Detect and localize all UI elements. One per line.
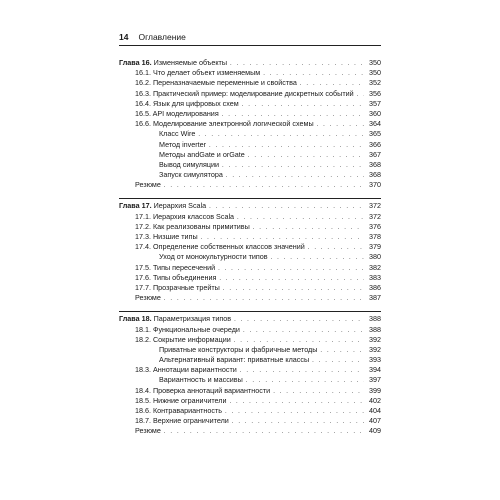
toc-entry[interactable] xyxy=(119,325,381,335)
toc-entry[interactable] xyxy=(119,252,381,262)
dot-leader xyxy=(317,120,364,130)
page-ref: 407 xyxy=(369,416,381,426)
toc-entry[interactable] xyxy=(119,140,381,150)
running-title: Оглавление xyxy=(138,32,186,42)
entry-title: Резюме xyxy=(135,180,161,190)
dot-leader xyxy=(218,264,364,274)
entry-title: 18.3. Аннотации вариантности xyxy=(135,365,237,375)
dot-leader xyxy=(253,223,364,233)
page-ref: 376 xyxy=(369,221,381,231)
entry-title: Альтернативный вариант: приватные классы xyxy=(159,355,310,365)
entry-title: 18.4. Проверка аннотаций вариантности xyxy=(135,385,271,395)
page-number: 14 xyxy=(119,32,129,42)
page-ref: 368 xyxy=(369,170,381,180)
toc-entry[interactable] xyxy=(119,263,381,273)
entry-title: 18.1. Функциональные очереди xyxy=(135,324,240,334)
toc-entry[interactable] xyxy=(119,283,381,293)
toc-entry[interactable] xyxy=(119,355,381,365)
dot-leader xyxy=(273,387,364,397)
page-ref: 356 xyxy=(369,88,381,98)
page-ref: 387 xyxy=(369,293,381,303)
page-ref: 378 xyxy=(369,232,381,241)
toc-entry[interactable] xyxy=(119,293,381,303)
toc-entry[interactable] xyxy=(119,273,381,283)
dot-leader xyxy=(223,284,364,294)
dot-leader xyxy=(308,243,364,253)
page-ref: 360 xyxy=(369,108,381,118)
page-ref: 372 xyxy=(369,201,381,211)
page-ref: 388 xyxy=(369,314,381,324)
toc-entry[interactable] xyxy=(119,416,381,426)
toc-entry[interactable] xyxy=(119,129,381,139)
entry-title: 18.2. Сокрытие информации xyxy=(135,334,231,344)
dot-leader xyxy=(225,407,364,417)
entry-title: 17.4. Определение собственных классов значений xyxy=(135,242,305,252)
toc-entry[interactable] xyxy=(119,68,381,78)
dot-leader xyxy=(242,100,364,110)
dot-leader xyxy=(164,181,364,191)
entry-title: 16.4. Язык для цифровых схем xyxy=(135,98,239,108)
chapter-title xyxy=(119,201,206,211)
entry-title: Метод inverter xyxy=(159,139,207,149)
entry-title: 17.7. Прозрачные трейты xyxy=(135,282,220,292)
page-ref: 394 xyxy=(369,365,381,375)
entry-title: Запуск симулятора xyxy=(159,170,223,180)
toc-entry[interactable] xyxy=(119,396,381,406)
entry-title: 17.5. Типы пересечений xyxy=(135,262,216,272)
page-ref: 386 xyxy=(369,282,381,292)
page-ref: 393 xyxy=(369,355,381,365)
page-ref: 366 xyxy=(369,139,381,149)
page-ref: 357 xyxy=(369,98,381,108)
page-ref: 350 xyxy=(369,58,381,67)
chapter-title xyxy=(119,314,231,324)
dot-leader xyxy=(226,171,364,181)
page-ref: 367 xyxy=(369,149,381,159)
entry-title: Вариантность и массивы xyxy=(159,375,243,385)
page-ref: 352 xyxy=(369,78,381,88)
toc-entry[interactable] xyxy=(119,375,381,385)
dot-leader xyxy=(222,161,364,171)
chapter-name: Изменяемые объекты xyxy=(153,58,228,67)
dot-leader xyxy=(198,130,364,140)
entry-title: Вывод симуляции xyxy=(159,159,220,169)
toc-entry[interactable] xyxy=(119,78,381,88)
page-ref: 402 xyxy=(369,395,381,405)
toc-entry[interactable] xyxy=(119,180,381,190)
entry-title: Уход от монокультурности типов xyxy=(159,252,268,262)
toc-entry[interactable] xyxy=(119,365,381,375)
entry-title: Резюме xyxy=(135,426,161,436)
chapter-heading[interactable] xyxy=(119,314,381,324)
chapter-label: Глава 18. xyxy=(119,314,152,324)
page-header xyxy=(119,31,381,46)
chapter-title xyxy=(119,58,227,68)
page-ref: 397 xyxy=(369,375,381,385)
toc-entry[interactable] xyxy=(119,386,381,396)
dot-leader xyxy=(271,253,364,263)
entry-title: Приватные конструкторы и фабричные методы xyxy=(159,344,318,354)
entry-title: Класс Wire xyxy=(159,129,196,139)
dot-leader xyxy=(312,356,364,366)
chapter-section xyxy=(119,311,381,436)
chapter-name: Иерархия Scala xyxy=(153,201,207,211)
dot-leader xyxy=(357,90,364,100)
dot-leader xyxy=(248,151,364,161)
entry-title: Методы andGate и orGate xyxy=(159,149,245,159)
dot-leader xyxy=(232,417,364,427)
dot-leader xyxy=(230,397,364,407)
page-ref: 380 xyxy=(369,252,381,262)
page-ref: 382 xyxy=(369,262,381,272)
page-ref: 364 xyxy=(369,119,381,129)
dot-leader xyxy=(237,213,364,223)
page-ref: 392 xyxy=(369,334,381,344)
page-ref: 383 xyxy=(369,272,381,282)
toc-entry[interactable] xyxy=(119,242,381,252)
page-ref: 409 xyxy=(369,426,381,436)
table-of-contents xyxy=(119,58,381,437)
chapter-section xyxy=(119,198,381,303)
toc-entry[interactable] xyxy=(119,212,381,222)
toc-entry[interactable] xyxy=(119,99,381,109)
page-ref: 365 xyxy=(369,129,381,139)
chapter-label: Глава 16. xyxy=(119,58,152,67)
entry-title: 18.5. Нижние ограничители xyxy=(135,395,227,405)
chapter-name: Параметризация типов xyxy=(153,314,232,324)
toc-entry[interactable] xyxy=(119,426,381,436)
entry-title: Резюме xyxy=(135,293,161,303)
dot-leader xyxy=(164,427,364,437)
dot-leader xyxy=(234,315,364,325)
toc-entry[interactable] xyxy=(119,170,381,180)
entry-title: 17.1. Иерархия классов Scala xyxy=(135,211,235,221)
page-ref: 399 xyxy=(369,385,381,395)
page-ref: 388 xyxy=(369,324,381,334)
toc-entry[interactable] xyxy=(119,89,381,99)
entry-title: 18.7. Верхние ограничители xyxy=(135,416,229,426)
entry-title: 16.6. Моделирование электронной логической схемы xyxy=(135,119,314,129)
entry-title: 16.3. Практический пример: моделирование дискретных событий xyxy=(135,88,354,98)
toc-entry[interactable] xyxy=(119,406,381,416)
dot-leader xyxy=(219,274,364,284)
chapter-heading[interactable] xyxy=(119,201,381,211)
page-ref: 392 xyxy=(369,344,381,354)
page-ref: 368 xyxy=(369,159,381,169)
entry-title: 17.2. Как реализованы примитивы xyxy=(135,221,250,231)
page-ref: 350 xyxy=(369,68,381,78)
entry-title: 17.3. Низшие типы xyxy=(135,232,198,241)
toc-entry[interactable] xyxy=(119,222,381,232)
entry-title: 18.6. Контравариантность xyxy=(135,406,223,415)
chapter-label: Глава 17. xyxy=(119,201,152,211)
entry-title: 17.6. Типы объединения xyxy=(135,272,217,282)
dot-leader xyxy=(240,366,364,376)
entry-title: 16.1. Что делает объект изменяемым xyxy=(135,68,261,78)
toc-entry[interactable] xyxy=(119,119,381,129)
toc-entry[interactable] xyxy=(119,160,381,170)
toc-entry[interactable] xyxy=(119,109,381,119)
toc-entry[interactable] xyxy=(119,335,381,345)
page-ref: 379 xyxy=(369,242,381,252)
page-ref: 370 xyxy=(369,180,381,190)
toc-entry[interactable] xyxy=(119,150,381,160)
dot-leader xyxy=(320,346,364,356)
page-ref: 372 xyxy=(369,211,381,221)
entry-title: 16.2. Переназначаемые переменные и свойства xyxy=(135,78,297,88)
page-ref: 404 xyxy=(369,406,381,415)
chapter-section xyxy=(119,58,381,190)
toc-entry[interactable] xyxy=(119,232,381,242)
entry-title: 16.5. API моделирования xyxy=(135,108,219,118)
dot-leader xyxy=(243,326,364,336)
chapter-heading[interactable] xyxy=(119,58,381,68)
toc-entry[interactable] xyxy=(119,345,381,355)
dot-leader xyxy=(164,294,364,304)
